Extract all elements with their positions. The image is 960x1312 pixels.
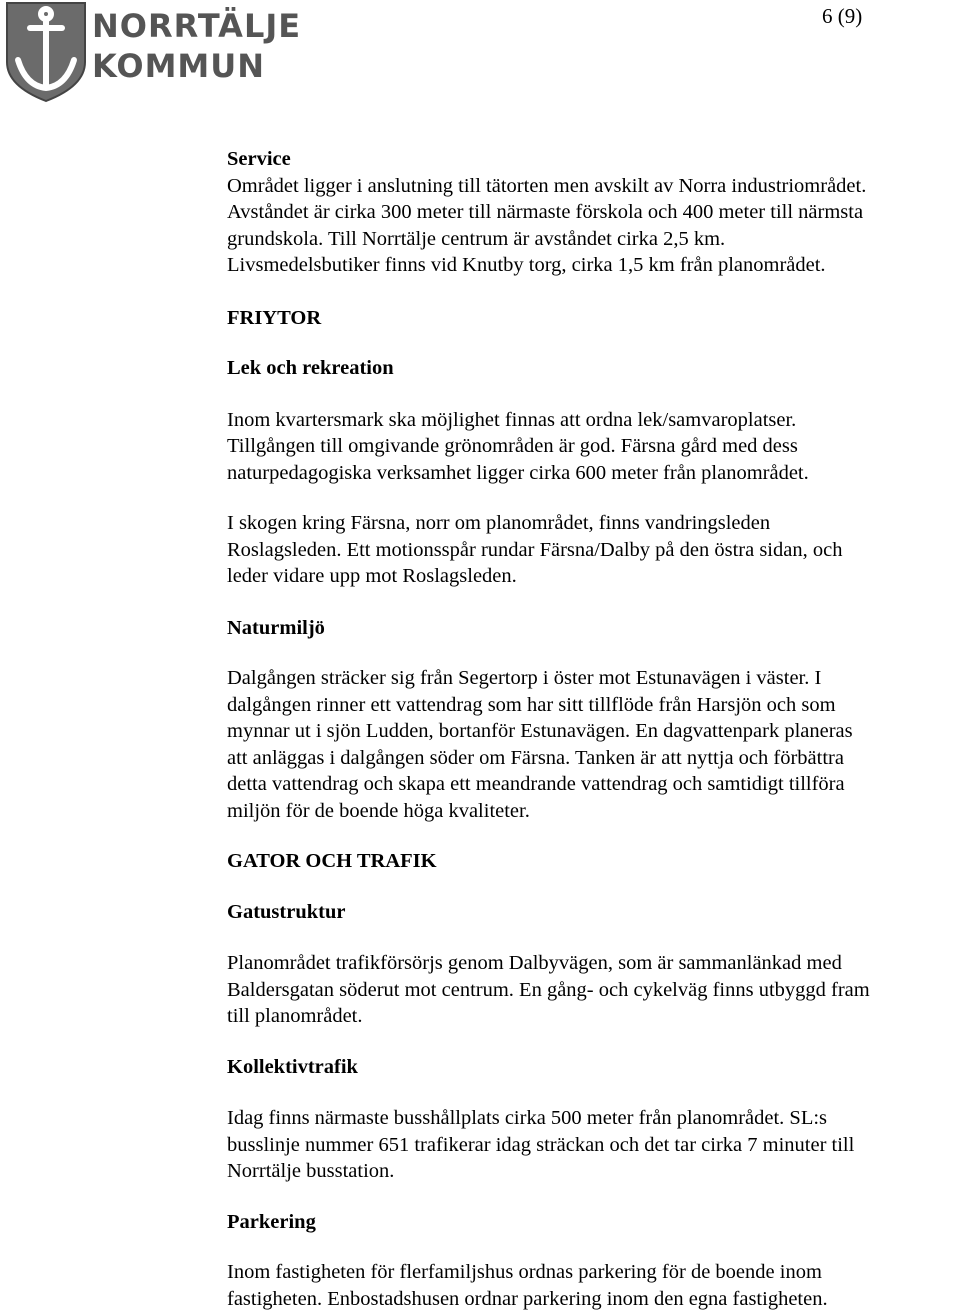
service-heading: Service <box>227 148 291 170</box>
naturmiljo-heading: Naturmiljö <box>227 616 325 639</box>
lek-line: Tillgången till omgivande grönområden är god. Färsna gård med dess <box>227 435 798 457</box>
document-body <box>227 146 960 1312</box>
kollektivtrafik-line: Norrtälje busstation. <box>227 1160 395 1182</box>
natur-line: dalgången rinner ett vattendrag som har sitt tillflöde från Harsjön och som <box>227 693 836 716</box>
kollektivtrafik-line: Idag finns närmaste busshållplats cirka 500 meter från planområdet. SL:s <box>227 1107 828 1129</box>
lek-line: naturpedagogiska verksamhet ligger cirka 600 meter från planområdet. <box>227 461 809 484</box>
municipality-logo <box>4 0 88 104</box>
logo-line-2: KOMMUN <box>92 47 266 85</box>
natur-line: detta vattendrag och skapa ett meandrande vattendrag och samtidigt tillföra <box>227 773 845 795</box>
skogen-line: leder vidare upp mot Roslagsleden. <box>227 565 517 587</box>
coat-of-arms-icon <box>4 0 88 104</box>
gatustruktur-line: till planområdet. <box>227 1005 363 1027</box>
service-line: Området ligger i anslutning till tätorten men avskilt av Norra industriområdet. <box>227 174 867 197</box>
skogen-line: I skogen kring Färsna, norr om planområdet, finns vandringsleden <box>227 512 771 534</box>
lek-line: Inom kvartersmark ska möjlighet finnas att ordna lek/samvaroplatser. <box>227 408 797 431</box>
service-line: Livsmedelsbutiker finns vid Knutby torg, cirka 1,5 km från planområdet. <box>227 254 826 276</box>
natur-line: att anläggas i dalgången söder om Färsna. Tanken är att nyttja och förbättra <box>227 746 844 769</box>
service-line: Avståndet är cirka 300 meter till närmaste förskola och 400 meter till närmsta <box>227 201 864 223</box>
logo-wordmark <box>92 6 301 86</box>
parkering-heading: Parkering <box>227 1210 316 1233</box>
skogen-line: Roslagsleden. Ett motionsspår rundar Färsna/Dalby på den östra sidan, och <box>227 538 843 561</box>
kollektivtrafik-line: busslinje nummer 651 trafikerar idag sträckan och det tar cirka 7 minuter till <box>227 1133 855 1156</box>
natur-line: miljön för de boende höga kvaliteter. <box>227 799 530 822</box>
gatustruktur-heading: Gatustruktur <box>227 900 346 923</box>
logo-line-1: NORRTÄLJE <box>92 7 302 45</box>
natur-line: mynnar ut i sjön Ludden, bortanför Estunavägen. En dagvattenpark planeras <box>227 720 853 742</box>
gator-heading: GATOR OCH TRAFIK <box>227 850 437 872</box>
parkering-line: Inom fastigheten för flerfamiljshus ordnas parkering för de boende inom <box>227 1261 822 1283</box>
lek-heading: Lek och rekreation <box>227 357 394 379</box>
friytor-heading: FRIYTOR <box>227 306 322 329</box>
gatustruktur-line: Planområdet trafikförsörjs genom Dalbyvägen, som är sammanlänkad med <box>227 952 842 974</box>
page-number: 6 (9) <box>822 4 863 28</box>
service-line: grundskola. Till Norrtälje centrum är avståndet cirka 2,5 km. <box>227 227 726 250</box>
parkering-line: fastigheten. Enbostadshusen ordnar parkering inom den egna fastigheten. <box>227 1287 828 1310</box>
kollektivtrafik-heading: Kollektivtrafik <box>227 1055 358 1078</box>
gatustruktur-line: Baldersgatan söderut mot centrum. En gång- och cykelväg finns utbyggd fram <box>227 978 870 1001</box>
natur-line: Dalgången sträcker sig från Segertorp i öster mot Estunavägen i väster. I <box>227 667 822 689</box>
